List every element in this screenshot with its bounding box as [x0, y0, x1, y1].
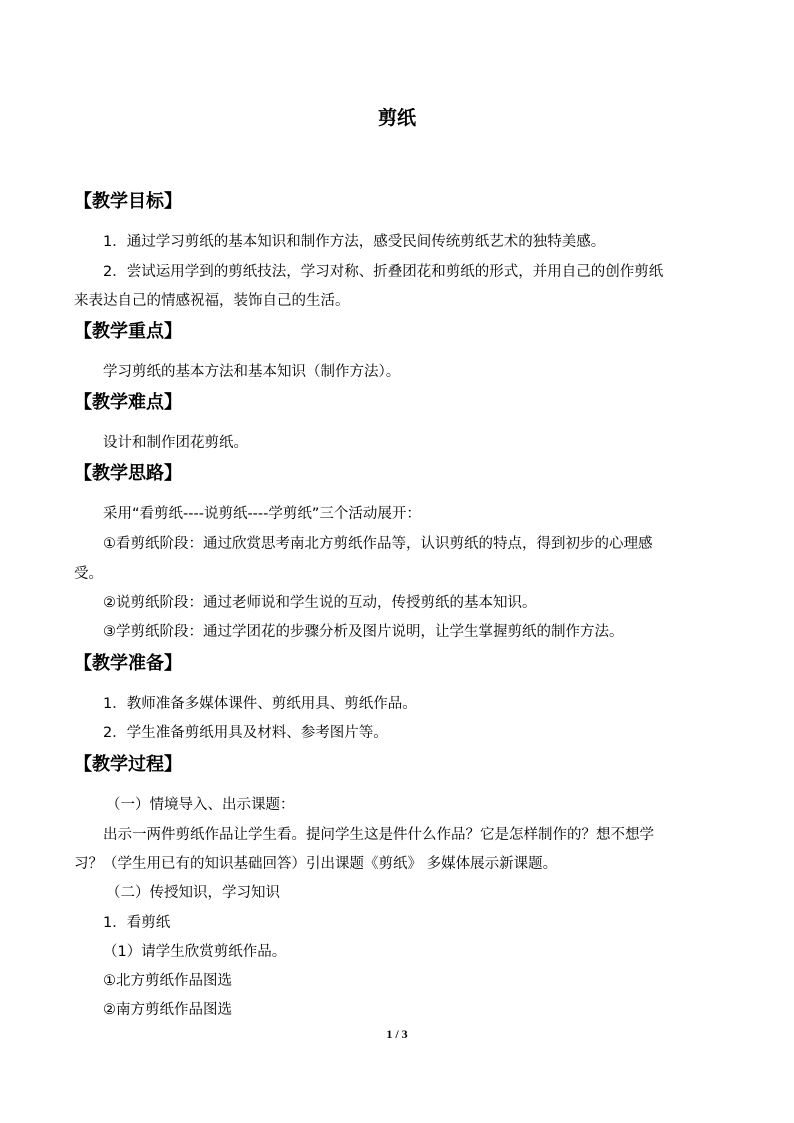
objectives-paragraph-1: 1．通过学习剪纸的基本知识和制作方法，感受民间传统剪纸艺术的独特美感。: [103, 234, 606, 250]
section-heading-approach: 【教学思路】: [74, 463, 182, 484]
key-points-paragraph: 学习剪纸的基本方法和基本知识（制作方法）。: [103, 364, 401, 380]
approach-paragraph-1: 采用“看剪纸----说剪纸----学剪纸”三个活动展开：: [103, 506, 421, 522]
process-paragraph-3: （二）传授知识，学习知识: [106, 885, 280, 901]
process-paragraph-2-line-1: 出示一两件剪纸作品让学生看。提问学生这是件什么作品？它是怎样制作的？想不想学: [103, 827, 654, 843]
approach-paragraph-4: ③学剪纸阶段：通过学团花的步骤分析及图片说明，让学生掌握剪纸的制作方法。: [103, 624, 624, 640]
section-heading-key-points: 【教学重点】: [74, 321, 182, 342]
section-heading-process: 【教学过程】: [74, 754, 182, 775]
preparation-paragraph-1: 1．教师准备多媒体课件、剪纸用具、剪纸作品。: [103, 696, 417, 712]
approach-paragraph-2-line-1: ①看剪纸阶段：通过欣赏思考南北方剪纸作品等，认识剪纸的特点，得到初步的心理感: [103, 536, 653, 552]
preparation-paragraph-2: 2．学生准备剪纸用具及材料、参考图片等。: [103, 725, 388, 741]
section-heading-objectives: 【教学目标】: [74, 191, 182, 212]
process-paragraph-2-line-2: 习？（学生用已有的知识基础回答）引出课题《剪纸》 多媒体展示新课题。: [74, 856, 558, 872]
approach-paragraph-2-line-2: 受。: [74, 566, 103, 582]
process-paragraph-6: ①北方剪纸作品图选: [103, 973, 232, 989]
process-paragraph-1: （一）情境导入、出示课题：: [106, 797, 295, 813]
page-title: 剪纸: [377, 107, 416, 129]
process-paragraph-7: ②南方剪纸作品图选: [103, 1002, 232, 1018]
difficulties-paragraph: 设计和制作团花剪纸。: [103, 435, 248, 451]
objectives-paragraph-2-line-2: 来表达自己的情感祝福，装饰自己的生活。: [74, 293, 350, 309]
process-paragraph-4: 1．看剪纸: [103, 915, 171, 931]
section-heading-difficulties: 【教学难点】: [74, 392, 182, 413]
process-paragraph-5: （1）请学生欣赏剪纸作品。: [103, 944, 287, 960]
objectives-paragraph-2-line-1: 2．尝试运用学到的剪纸技法，学习对称、折叠团花和剪纸的形式，并用自己的创作剪纸: [103, 264, 664, 280]
page-number: 1 / 3: [386, 1027, 408, 1041]
section-heading-preparation: 【教学准备】: [74, 653, 182, 674]
approach-paragraph-3: ②说剪纸阶段：通过老师说和学生说的互动，传授剪纸的基本知识。: [103, 595, 537, 611]
